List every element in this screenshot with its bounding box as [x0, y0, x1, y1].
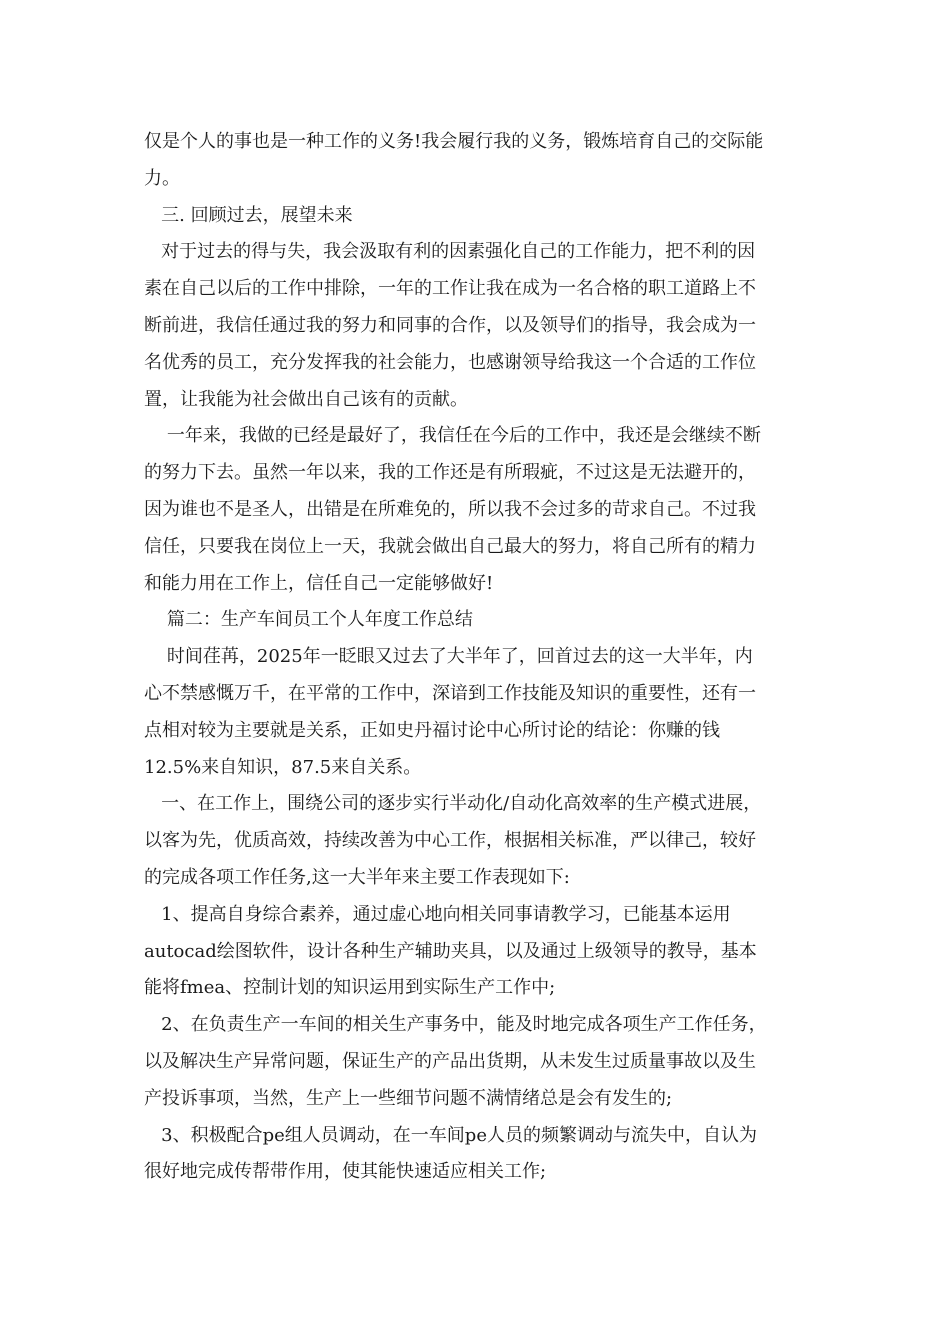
text-line: 12.5%来自知识，87.5来自关系。 — [144, 756, 422, 778]
text-line: 和能力用在工作上，信任自己一定能够做好! — [144, 572, 494, 594]
text-line: 时间荏苒，2025年一眨眼又过去了大半年了，回首过去的这一大半年，内 — [144, 646, 753, 668]
text-line: 素在自己以后的工作中排除，一年的工作让我在成为一名合格的职工道路上不 — [144, 278, 756, 300]
text-line: 以客为先，优质高效，持续改善为中心工作，根据相关标准，严以律己，较好 — [144, 830, 756, 852]
text-line: 名优秀的员工，充分发挥我的社会能力，也感谢领导给我这一个合适的工作位 — [144, 351, 756, 373]
text-line: 仅是个人的事也是一种工作的义务!我会履行我的义务，锻炼培育自己的交际能 — [144, 131, 764, 152]
text-line: 产投诉事项，当然，生产上一些细节问题不满情绪总是会有发生的; — [144, 1087, 673, 1109]
text-line: 三. 回顾过去，展望未来 — [144, 204, 353, 226]
text-line: 点相对较为主要就是关系，正如史丹福讨论中心所讨论的结论：你赚的钱 — [144, 719, 720, 741]
text-line: autocad绘图软件，设计各种生产辅助夹具，以及通过上级领导的教导，基本 — [144, 940, 757, 962]
text-line: 因为谁也不是圣人，出错是在所难免的，所以我不会过多的苛求自己。不过我 — [144, 498, 756, 520]
text-line: 能将fmea、控制计划的知识运用到实际生产工作中; — [144, 977, 556, 999]
text-line: 以及解决生产异常问题，保证生产的产品出货期，从未发生过质量事故以及生 — [144, 1050, 756, 1072]
text-line: 一年来，我做的已经是最好了，我信任在今后的工作中，我还是会继续不断 — [144, 425, 761, 447]
text-line: 的努力下去。虽然一年以来，我的工作还是有所瑕疵，不过这是无法避开的， — [144, 462, 756, 484]
text-line: 很好地完成传帮带作用，使其能快速适应相关工作; — [144, 1161, 547, 1183]
text-line: 置，让我能为社会做出自己该有的贡献。 — [144, 388, 468, 410]
text-line: 1、提高自身综合素养，通过虚心地向相关同事请教学习，已能基本运用 — [144, 903, 731, 925]
text-line: 断前进，我信任通过我的努力和同事的合作，以及领导们的指导，我会成为一 — [144, 314, 756, 336]
text-line: 心不禁感慨万千，在平常的工作中，深谙到工作技能及知识的重要性，还有一 — [144, 682, 756, 704]
text-line: 信任，只要我在岗位上一天，我就会做出自己最大的努力，将自己所有的精力 — [144, 535, 756, 557]
document-body — [144, 124, 810, 1191]
text-line: 一、在工作上，围绕公司的逐步实行半动化/自动化高效率的生产模式进展， — [144, 793, 762, 815]
text-line: 对于过去的得与失，我会汲取有利的因素强化自己的工作能力，把不利的因 — [144, 241, 756, 263]
text-line: 3、积极配合pe组人员调动，在一车间pe人员的频繁调动与流失中，自认为 — [144, 1124, 757, 1146]
text-line: 的完成各项工作任务,这一大半年来主要工作表现如下: — [144, 866, 570, 888]
text-line: 2、在负责生产一车间的相关生产事务中，能及时地完成各项生产工作任务， — [144, 1014, 767, 1036]
text-line: 篇二：生产车间员工个人年度工作总结 — [144, 609, 473, 631]
text-line: 力。 — [144, 167, 180, 189]
